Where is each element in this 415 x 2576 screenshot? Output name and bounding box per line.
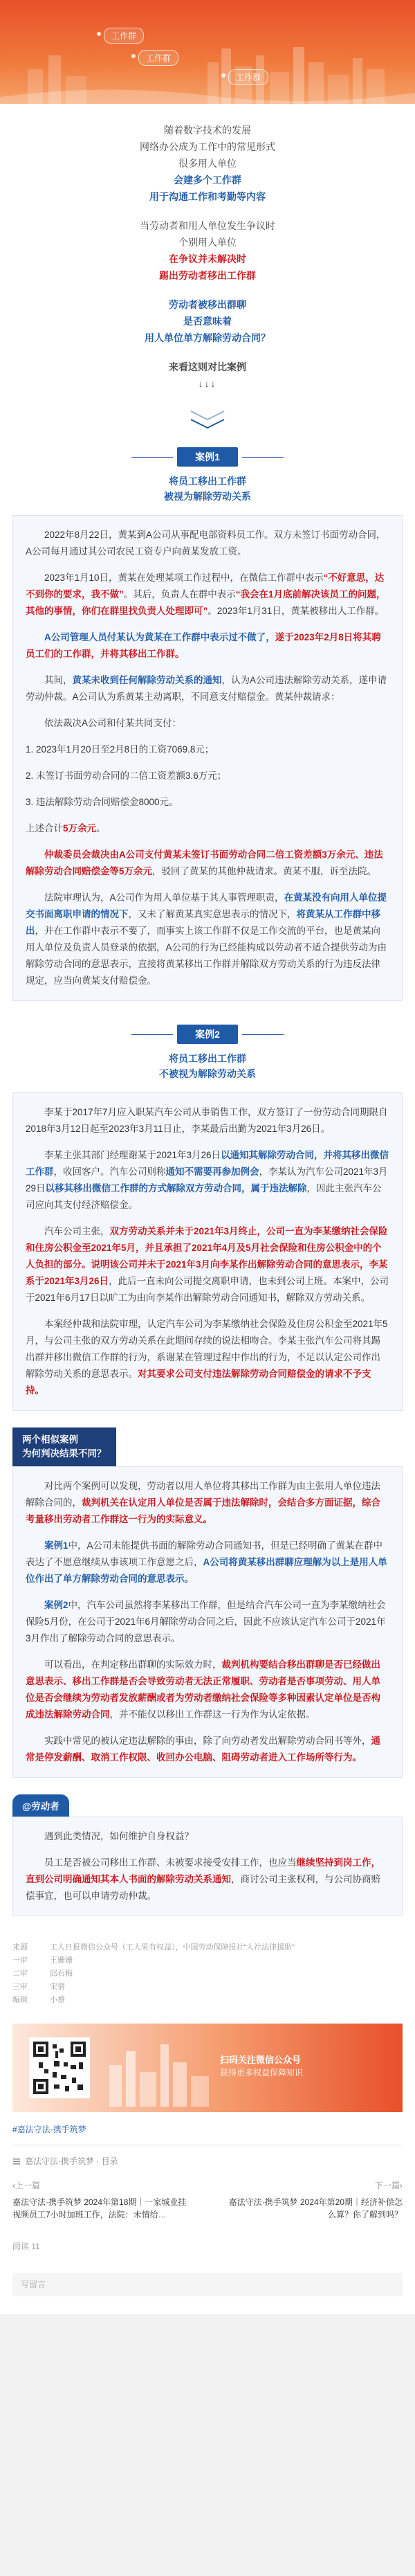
promo-text: 扫码关注微信公众号 获得更多权益保障知识 xyxy=(220,2055,304,2078)
intro-highlight: 踢出劳动者移出工作群 xyxy=(159,270,256,281)
banner-tag: 工作群 xyxy=(104,28,144,44)
promo-banner xyxy=(12,2024,403,2112)
credit-row: 编辑 小蔡 xyxy=(12,1996,65,2004)
intro-line: 个别用人单位 xyxy=(178,237,237,248)
intro-line: 当劳动者和用人单位发生争议时 xyxy=(140,220,275,231)
analysis-section xyxy=(12,1427,403,1778)
banner-dot xyxy=(97,32,101,36)
banner-dot xyxy=(221,73,225,78)
intro-highlight: 用于沟通工作和考勤等内容 xyxy=(149,191,266,202)
paragraph: 实践中常见的被认定违法解除的事由，除了向劳动者发出解除劳动合同书等外，通常是停发薪酬、取消工作权限、收回办公电脑、阻碍劳动者进入工作场所等行为。 xyxy=(26,1736,380,1763)
intro-highlight: 劳动者被移出群聊 xyxy=(169,299,246,310)
credit-row: 一审 王姗姗 xyxy=(12,1956,73,1965)
paragraph: 上述合计5万余元。 xyxy=(26,823,106,834)
case2-body xyxy=(12,1092,403,1411)
credits xyxy=(12,1934,403,2014)
paragraph: 仲裁委员会裁决由A公司支付黄某未签订书面劳动合同二倍工资差额3万余元、违法解除劳动合同赔偿金等5万余元，驳回了黄某的其他仲裁请求。黄某不服，诉至法院。 xyxy=(26,849,383,876)
case1-subtitle: 被视为解除劳动关系 xyxy=(164,491,251,502)
intro-highlight: 在争议并未解决时 xyxy=(169,253,246,264)
paragraph: 案例2中，汽车公司虽然将李某移出工作群，但是结合汽车公司一直为李某缴纳社会保险5月份，在公司于2021年6月解除劳动合同之后，因此不应该认定汽车公司于2021年3月作出了解除劳动合同的意思表示。 xyxy=(26,1600,386,1643)
paragraph: 法院审理认为，A公司作为用人单位基于其人事管理职责，在黄某没有向用人单位提交书面离职申请的情况下，又未了解黄某真实意思表示的情况下，将黄某从工作群中移出，并在工作群中表示不要了，而事实上该工作群不仅是工作交流的平台，也是黄某向用人单位及负责人员登录的依据，A公司的行为已经能构成以劳动者不适合提供劳动为由解除劳动合同的意思表示，直接将黄某移出工作群并解除双方劳动关系的行为违反法律规定，应当向黄某支付赔偿金。 xyxy=(26,892,387,986)
intro-cta: 来看这则对比案例 xyxy=(169,361,246,372)
down-arrows: ↓↓↓ xyxy=(198,378,217,389)
comment-input[interactable]: 写留言 xyxy=(12,2273,403,2296)
paragraph: 可以看出，在判定移出群聊的实际效力时，裁判机构要结合移出群聊是否已经做出意思表示、移出工作群是否会导致劳动者无法正常履职、劳动者是否事项劳动、用人单位是否会继续为劳动者发放薪酬或者为劳动者缴纳社会保险等多种因素认定单位是否构成违法解除劳动合同，并不能仅以移出工作群这一行为作为认定依据。 xyxy=(26,1659,380,1720)
paragraph: 本案经仲裁和法院审理，认定汽车公司为李某缴纳社会保险及住房公积金至2021年5月，与公司主张的双方劳动关系在此期间存续的说法相吻合。李某主张汽车公司将其踢出群并移出微信工作群的行为，系谢某在管理过程中作出的行为，不足以认定公司作出解除劳动关系的意思表示。对其要求公司支付违法解除劳动合同赔偿金的请求不予支持。 xyxy=(26,1319,388,1396)
list-item: 2. 未签订书面劳动合同的二倍工资差额3.6万元； xyxy=(26,771,227,781)
paragraph: 案例1中，A公司未能提供书面的解除劳动合同通知书，但是已经明确了黄某在群中表达了不愿意继续从事该项工作意愿之后，A公司将黄某移出群聊应理解为以上是用人单位作出了单方解除劳动合同的意思表示。 xyxy=(26,1540,387,1584)
paragraph: 遇到此类情况，如何维护自身权益？ xyxy=(44,1831,194,1841)
intro-line: 随着数字技术的发展 xyxy=(164,125,251,136)
paragraph: 汽车公司主张，双方劳动关系并未于2021年3月终止，公司一直为李某缴纳社会保险和住房公积金至2021年5月，并且承担了2021年4月及5月社会保险和住房公积金中的个人负担的部分。说明该公司并未于2021年3月向李某作出解除劳动合同的意思表示，李某系于2021年3月26日，此后一直未向公司提交离职申请，也未到公司上班。本案中，公司于2021年6月17日以旷工为由向李某作出解除劳动合同通知书，解除双方劳动关系。 xyxy=(26,1226,389,1303)
list-item: 1. 2023年1月20日至2月8日的工资7069.8元； xyxy=(26,744,214,755)
paragraph: 李某于2017年7月应入职某汽车公司从事销售工作，双方签订了一份劳动合同期限自2018年3月12日起至2023年3月11日止，李某最后出勤为2021年3月26日。 xyxy=(26,1107,388,1134)
next-article-link[interactable]: 下一篇› 嘉法守法·携手筑梦 2024年第20期｜经济补偿怎么算？你了解到吗？ xyxy=(228,2181,403,2219)
credit-row: 来源 工人日报微信公众号（工人果有权益），中国劳动保障报社“人社法律援助” xyxy=(12,1943,295,1952)
analysis-tag: 两个相似案例 为何判决结果不同？ xyxy=(12,1427,116,1466)
qr-code-icon xyxy=(33,2042,86,2094)
case2-subtitle: 不被视为解除劳动关系 xyxy=(159,1068,256,1079)
chevron-down-icon xyxy=(187,408,228,432)
reminder-tag: @劳动者 xyxy=(12,1794,69,1817)
banner-dot xyxy=(131,54,136,58)
paragraph: 2022年8月22日，黄某到A公司从事配电部资料员工作。双方未签订书面劳动合同，A公司每月通过其公司农民工资专户向黄某发放工资。 xyxy=(26,530,386,557)
chevron-divider xyxy=(0,399,415,435)
credit-row: 二审 邱石梅 xyxy=(12,1970,73,1978)
reminder-section xyxy=(12,1794,403,1916)
case2-title: 将员工移出工作群 xyxy=(169,1053,246,1064)
paragraph: 员工是否被公司移出工作群、未被要求接受安排工作，也应当继续坚持到岗工作，直到公司明确通知其本人书面的解除劳动关系通知，商讨公司主张权利，与公司协商赔偿事宜，也可以申请劳动仲裁。 xyxy=(26,1857,380,1901)
intro-highlight: 是否意味着 xyxy=(183,316,232,327)
city-skyline-illustration xyxy=(0,42,415,104)
list-icon xyxy=(12,2157,21,2165)
hashtag-link[interactable]: #嘉法守法·携手筑梦 xyxy=(12,2125,86,2134)
intro-highlight: 用人单位单方解除劳动合同？ xyxy=(145,332,270,343)
paragraph: 其间，黄某未收到任何解除劳动关系的通知，认为A公司违法解除劳动关系，遂申请劳动仲裁。A公司认为系黄某主动离职，不同意支付赔偿金。黄某仲裁请求： xyxy=(26,675,387,702)
article-navigation xyxy=(12,2179,403,2221)
city-illustration xyxy=(102,2037,213,2107)
case1-header xyxy=(0,435,415,511)
album-link[interactable]: 嘉法守法·携手筑梦 · 目录 xyxy=(12,2155,403,2167)
credit-row: 三审 宋倩 xyxy=(12,1983,65,1991)
banner-tag: 工作群 xyxy=(138,50,178,66)
paragraph: 对比两个案例可以发现，劳动者以用人单位将其移出工作群为由主张用人单位违法解除合同的，裁判机关在认定用人单位是否属于违法解除时，会结合多方面证据，综合考量移出劳动者工作群这一行为的实际意义。 xyxy=(26,1481,380,1524)
case2-header xyxy=(0,1007,415,1088)
case1-badge: 案例1 xyxy=(177,447,238,467)
analysis-body xyxy=(12,1466,403,1778)
header-banner xyxy=(0,0,415,104)
paragraph: 李某主张其部门经理谢某于2021年3月26日以通知其解除劳动合同，并将其移出微信工作群，收回客户。汽车公司则称通知不需要再参加例会，李某认为汽车公司2021年3月29日以移其移出微信工作群的方式解除双方劳动合同，属于违法解除，因此主张汽车公司应向其支付经济赔偿金。 xyxy=(26,1150,389,1210)
reminder-body xyxy=(12,1817,403,1916)
intro-line: 网络办公成为工作中的常见形式 xyxy=(140,141,275,152)
case2-badge: 案例2 xyxy=(177,1025,238,1044)
paragraph: 依法裁决A公司和付某共同支付： xyxy=(44,718,182,728)
paragraph: A公司管理人员付某认为黄某在工作群中表示过不做了，遂于2023年2月8日将其聘员工们的工作群，并将其移出工作群。 xyxy=(26,632,381,659)
prev-article-link[interactable]: ‹上一篇 嘉法守法·携手筑梦 2024年第18期｜一家城业挂视频员工7小时加班工作，法院：未情给… xyxy=(12,2181,187,2219)
case1-title: 将员工移出工作群 xyxy=(169,476,246,487)
paragraph: 2023年1月10日，黄某在处理某项工作过程中，在微信工作群中表示“不好意思，达不到你的要求，我不做”。其后，负责人在群中表示“我会在1月底前解决该员工的问题，其他的事情，你们在群里找负责人处理即可”。2023年1月31日，黄某被移出人工作群。 xyxy=(26,573,386,616)
case1-body xyxy=(12,515,403,1001)
intro-highlight: 会建多个工作群 xyxy=(174,174,241,186)
intro-line: 很多用人单位 xyxy=(178,158,237,169)
list-item: 3. 违法解除劳动合同赔偿金8000元。 xyxy=(26,797,178,807)
read-count: 阅读 11 xyxy=(12,2242,40,2251)
qr-code[interactable] xyxy=(29,2037,90,2098)
banner-tag: 工作群 xyxy=(228,69,268,85)
intro-section xyxy=(0,104,415,399)
